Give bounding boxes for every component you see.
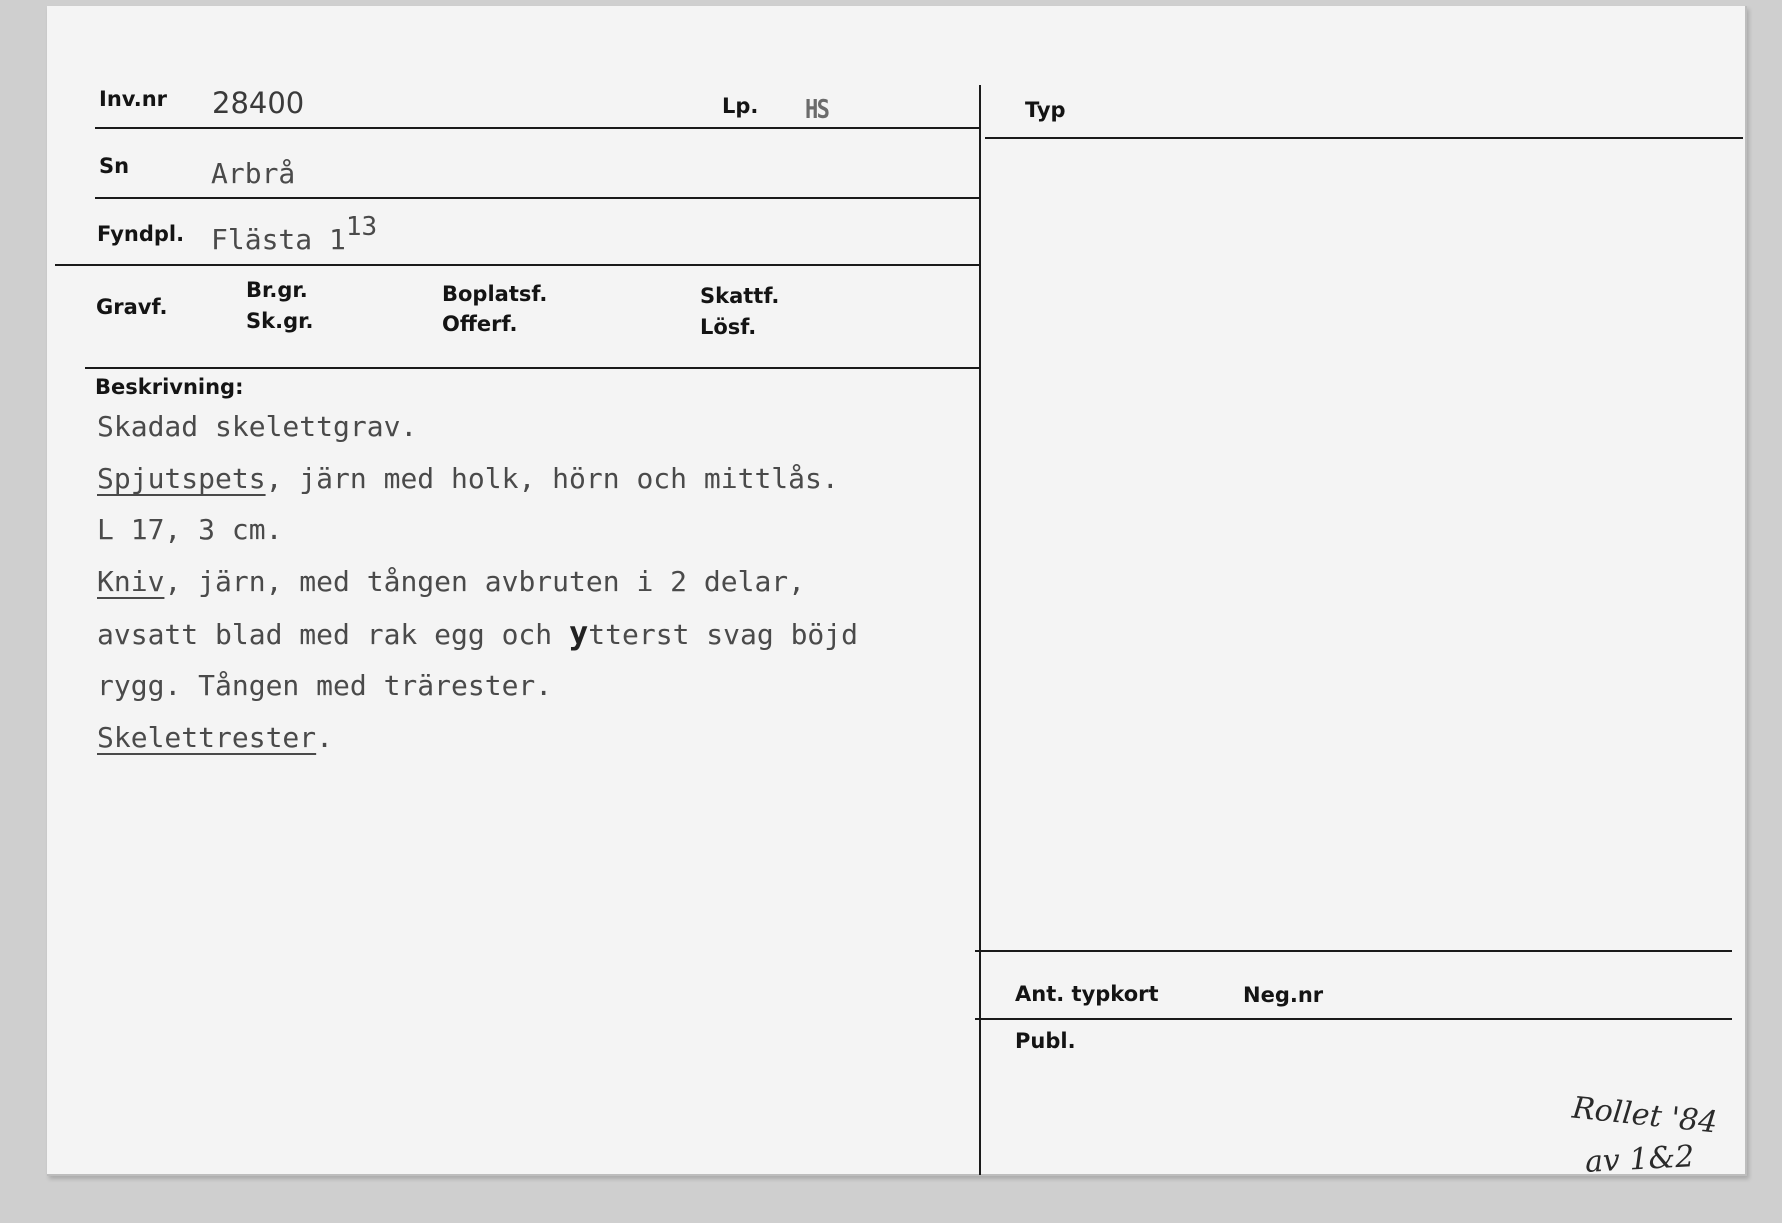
rule-typ	[985, 137, 1743, 139]
beskrivning-label: Beskrivning:	[95, 375, 244, 399]
desc-line-4-rest: , järn, med tången avbruten i 2 delar,	[164, 565, 806, 598]
desc-line-1	[97, 401, 417, 452]
lp-stamp: HS	[805, 95, 829, 125]
item-spjutspets: Spjutspets	[97, 462, 266, 495]
desc-line-5-y: y	[569, 614, 589, 652]
inv-nr-label: Inv.nr	[99, 87, 168, 111]
desc-line-2	[97, 453, 839, 504]
handwritten-note-line-2: av 1&2	[1584, 1139, 1696, 1180]
typ-label: Typ	[1025, 98, 1066, 122]
item-kniv: Kniv	[97, 565, 165, 598]
neg-nr-label: Neg.nr	[1243, 983, 1324, 1007]
inv-nr-value: 28400	[212, 86, 305, 120]
sk-gr-label: Sk.gr.	[246, 309, 314, 333]
handwritten-note-line-1: Rollet '84	[1570, 1090, 1720, 1141]
rule-ant	[975, 950, 1732, 952]
boplatsf-label: Boplatsf.	[442, 282, 548, 306]
rule-fyndpl	[55, 264, 980, 266]
desc-line-5-pre: avsatt blad med rak egg och	[97, 618, 570, 651]
rule-inv	[95, 127, 980, 129]
skattf-label: Skattf.	[700, 284, 780, 308]
sn-label: Sn	[99, 154, 130, 178]
fyndpl-superscript: 13	[345, 212, 378, 242]
desc-line-2-rest: , järn med holk, hörn och mittlås.	[265, 462, 839, 495]
offerf-label: Offerf.	[442, 312, 518, 336]
losf-label: Lösf.	[700, 315, 757, 339]
fyndpl-label: Fyndpl.	[97, 222, 185, 246]
desc-line-5-post: tterst svag böjd	[588, 618, 858, 651]
lp-label: Lp.	[722, 94, 759, 118]
fyndpl-value: Flästa 1	[211, 223, 346, 256]
desc-line-5	[97, 608, 858, 660]
publ-label: Publ.	[1015, 1029, 1076, 1053]
desc-line-3	[97, 504, 282, 555]
rule-gravf	[85, 367, 980, 369]
ant-typkort-label: Ant. typkort	[1015, 982, 1159, 1006]
desc-line-1-text: Skadad skelettgrav.	[97, 410, 418, 443]
desc-line-7-rest: .	[316, 721, 334, 754]
br-gr-label: Br.gr.	[246, 278, 308, 302]
desc-line-7	[97, 712, 333, 763]
desc-line-3-text: L 17, 3 cm.	[97, 513, 283, 546]
desc-line-4	[97, 556, 805, 607]
rule-sn	[95, 197, 980, 199]
fyndpl-value-wrapper	[211, 212, 378, 256]
gravf-label: Gravf.	[96, 295, 168, 319]
desc-line-6	[97, 660, 552, 711]
sn-value: Arbrå	[211, 157, 296, 190]
item-skelettrester: Skelettrester	[97, 721, 317, 754]
column-divider	[979, 85, 981, 1175]
rule-publ	[975, 1018, 1732, 1020]
desc-line-6-text: rygg. Tången med trärester.	[97, 669, 553, 702]
